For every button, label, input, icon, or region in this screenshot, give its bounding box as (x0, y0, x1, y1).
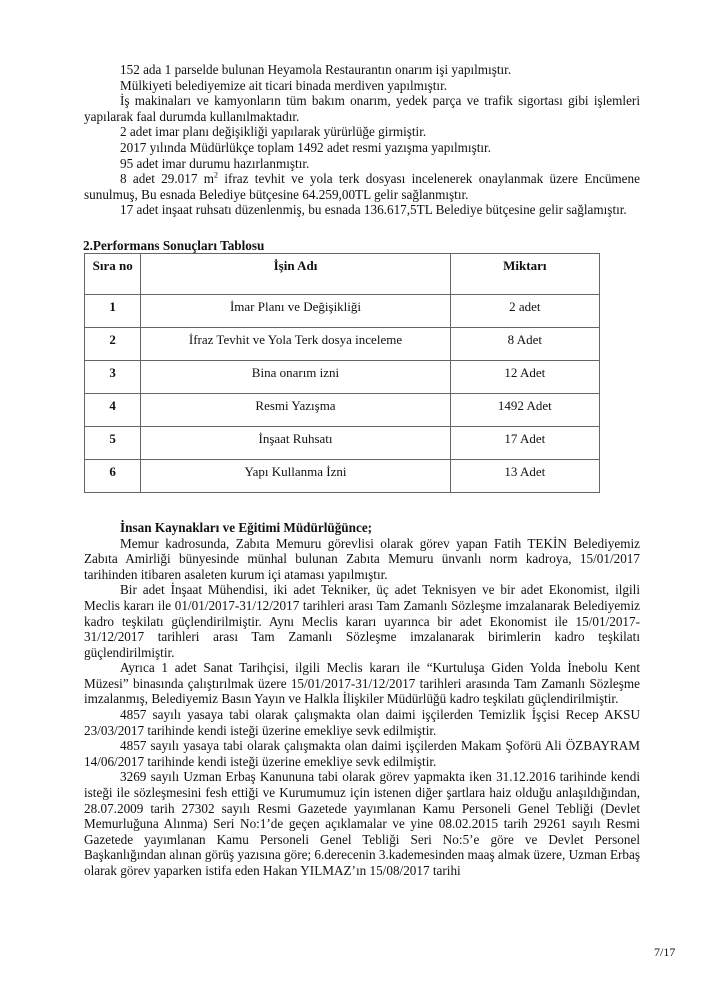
cell-name: İfraz Tevhit ve Yola Terk dosya inceleme (141, 327, 450, 360)
paragraph: 4857 sayılı yasaya tabi olarak çalışmakta olan daimi işçilerden Temizlik İşçisi Recep AKSU 23/03/2017 tarihinde kendi isteği üzerine emekliye sevk edilmiştir. (84, 707, 640, 738)
header-miktari: Miktarı (450, 253, 599, 294)
text: 8 adet 29.017 m (120, 171, 215, 187)
paragraph: 17 adet inşaat ruhsatı düzenlenmiş, bu esnada 136.617,5TL Belediye bütçesine gelir sağlamıştır. (120, 202, 627, 218)
paragraph: 3269 sayılı Uzman Erbaş Kanununa tabi olarak görev yapmakta iken 31.12.2016 tarihinde kendi isteği ile sözleşmesini fesh ettiği ve Kurumumuz için istenen diğer şartlara haiz olduğu anlaşıldığından, 28.07.2009 tarih 27302 sayılı Resmi Gazetede yayımlanan Kamu Personeli Genel Tebliği (Devlet Memurluğuna Alınma) Seri No:1’de geçen açıklamalar ve yine 08.02.2015 tarih 29261 sayılı Resmi Gazetede yayımlanan Kamu Personeli Genel Tebliği Seri No:5’e göre ve Devlet Personel Başkanlığından alınan görüş yazısına göre; 6.derecenin 3.kademesinden maaş almak üzere, Uzman Erbaş olarak görev yaparken istifa eden Hakan YILMAZ’ın 15/08/2017 tarihi (84, 769, 640, 878)
cell-amount: 12 Adet (450, 360, 599, 393)
table-row (85, 360, 600, 393)
paragraph: 152 ada 1 parselde bulunan Heyamola Restaurantın onarım işi yapılmıştır. (120, 62, 512, 77)
paragraph: 2017 yılında Müdürlükçe toplam 1492 adet resmi yazışma yapılmıştır. (120, 139, 492, 155)
paragraph: Mülkiyeti belediyemize ait ticari binada merdiven yapılmıştır. (120, 77, 448, 93)
table-row (85, 294, 600, 327)
performance-table (84, 253, 600, 493)
cell-no: 6 (85, 459, 141, 492)
cell-no: 5 (85, 426, 141, 459)
paragraph: İş makinaları ve kamyonların tüm bakım onarım, yedek parça ve trafik sigortası gibi işlemleri yapılarak faal durumda kullanılmaktadır. (84, 93, 640, 124)
text: ifraz tevhit ve yola terk dosyası incelenerek onaylanmak üzere Encümene sunulmuş, Bu esnada Belediye bütçesine 64.259,00TL gelir sağlanmıştır. (84, 171, 640, 202)
cell-amount: 17 Adet (450, 426, 599, 459)
table-row (85, 459, 600, 492)
cell-no: 3 (85, 360, 141, 393)
cell-name: Yapı Kullanma İzni (141, 459, 450, 492)
paragraph: Memur kadrosunda, Zabıta Memuru görevlisi olarak görev yapan Fatih TEKİN Belediyemiz Zabıta Amirliği bünyesinde münhal bulunan Zabıta Memuru ünvanlı norm kadroya, 15/01/2017 tarihinden itibaren asaleten kurum içi ataması yapılmıştır. (84, 535, 640, 582)
paragraph: 4857 sayılı yasaya tabi olarak çalışmakta olan daimi işçilerden Makam Şoförü Ali ÖZBAYRAM 14/06/2017 tarihinde kendi isteği üzerine emekliye sevk edilmiştir. (84, 738, 640, 769)
paragraph: 95 adet imar durumu hazırlanmıştır. (120, 155, 310, 171)
paragraph: Bir adet İnşaat Mühendisi, iki adet Tekniker, üç adet Teknisyen ve bir adet Ekonomist, ilgili Meclis kararı ile 01/01/2017-31/12/2017 tarihleri arası Tam Zamanlı Sözleşme imzalanarak Belediyemiz kadro teşkilatı güçlendirilmiştir. Aynı Meclis kararı uyarınca bir adet Ekonomist ile 15/01/2017-31/12/2017 tarihleri arası Tam Zamanlı Sözleşme imzalanarak birimlerin kadro teşkilatı güçlendirilmiştir. (84, 582, 640, 660)
section-title: İnsan Kaynakları ve Eğitimi Müdürlüğünce; (120, 519, 373, 535)
cell-name: Bina onarım izni (141, 360, 450, 393)
cell-amount: 2 adet (450, 294, 599, 327)
cell-name: İmar Planı ve Değişikliği (141, 294, 450, 327)
cell-name: Resmi Yazışma (141, 393, 450, 426)
cell-amount: 8 Adet (450, 327, 599, 360)
table-row (85, 327, 600, 360)
cell-amount: 1492 Adet (450, 393, 599, 426)
paragraph: 2 adet imar planı değişikliği yapılarak yürürlüğe girmiştir. (120, 124, 427, 140)
cell-no: 2 (85, 327, 141, 360)
cell-no: 1 (85, 294, 141, 327)
document-page (84, 62, 640, 879)
cell-name: İnşaat Ruhsatı (141, 426, 450, 459)
section-title: 2.Performans Sonuçları Tablosu (83, 237, 265, 253)
table-header-row (85, 253, 600, 294)
table-row (85, 426, 600, 459)
superscript: 2 (214, 170, 219, 180)
page-number: 7/17 (654, 945, 676, 959)
table-row (85, 393, 600, 426)
paragraph: Ayrıca 1 adet Sanat Tarihçisi, ilgili Meclis kararı ile “Kurtuluşa Giden Yolda İnebolu Kent Müzesi” binasında çalıştırılmak üzere 15/01/2017-31/12/2017 tarihleri arasında Tam Zamanlı Sözleşme imzalanmış, Belediyemiz Basın Yayın ve Halkla İlişkiler Müdürlüğü kadro teşkilatı güçlendirilmiştir. (84, 660, 640, 707)
cell-amount: 13 Adet (450, 459, 599, 492)
header-isin-adi: İşin Adı (141, 253, 450, 294)
header-sira-no: Sıra no (85, 253, 141, 294)
ifraz-paragraph (84, 171, 640, 202)
cell-no: 4 (85, 393, 141, 426)
